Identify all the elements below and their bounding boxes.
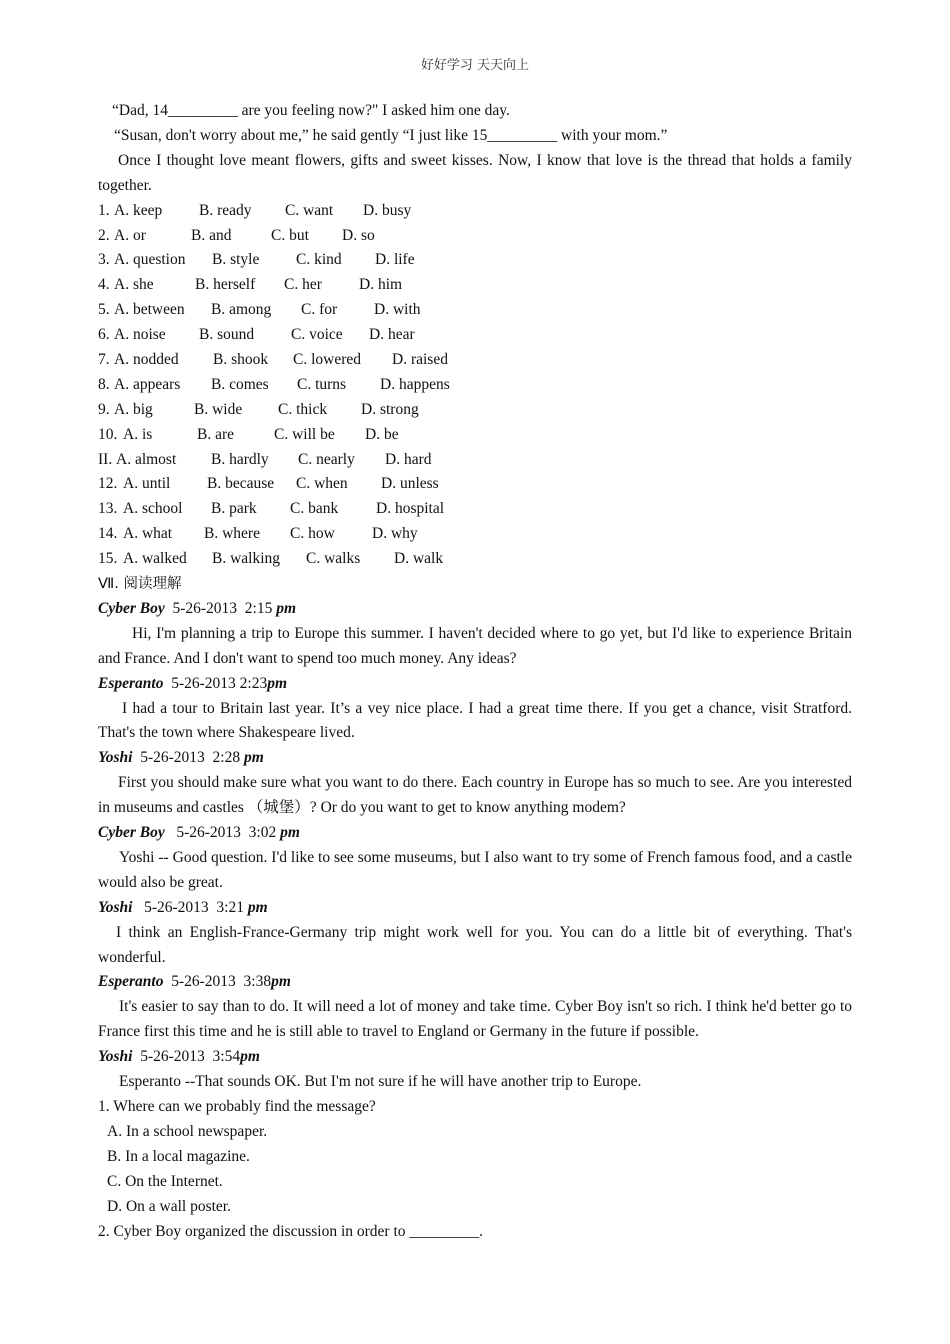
option-d: D. him: [359, 276, 403, 294]
cloze-number: 1.: [98, 201, 110, 219]
question-option: D. On a wall poster.: [107, 1197, 231, 1215]
option-d: D. why: [372, 525, 418, 543]
option-b: B. because: [207, 475, 275, 493]
option-d: D. strong: [361, 400, 419, 418]
option-b: B. park: [211, 500, 257, 518]
option-c: C. kind: [296, 251, 342, 269]
option-a: A. noise: [114, 326, 166, 344]
cloze-option-row: [98, 547, 852, 572]
option-c: C. bank: [290, 500, 339, 518]
post-timestamp: 5-26-2013 2:23: [163, 674, 268, 692]
cloze-option-row: [98, 199, 852, 224]
option-c: C. want: [285, 201, 334, 219]
option-d: D. hard: [385, 450, 432, 468]
post-author: Cyber Boy: [98, 824, 165, 842]
option-d: D. so: [342, 226, 375, 244]
post-time-suffix: pm: [240, 1048, 260, 1066]
cloze-option-row: [98, 497, 852, 522]
option-d: D. hear: [369, 326, 415, 344]
option-d: D. raised: [392, 350, 448, 368]
option-a: A. almost: [116, 450, 177, 468]
option-b: B. walking: [212, 550, 281, 568]
option-d: D. hospital: [376, 500, 445, 518]
post-body: Hi, I'm planning a trip to Europe this summer. I haven't decided where to go yet, but I'd like to experience Britain and France. And I don't want to spend too much money. Any ideas?: [98, 624, 852, 667]
question-option: C. On the Internet.: [107, 1172, 223, 1190]
post-header: [98, 672, 852, 697]
option-a: A. until: [123, 475, 171, 493]
option-a: A. question: [114, 251, 186, 269]
option-c: C. but: [271, 226, 309, 244]
post-time-suffix: pm: [271, 973, 291, 991]
post-timestamp: 5-26-2013 3:38: [163, 973, 272, 991]
post-header: [98, 896, 852, 921]
cloze-option-row: [98, 373, 852, 398]
post-time-suffix: pm: [280, 824, 300, 842]
post-header: [98, 1045, 852, 1070]
document-body: [98, 99, 852, 1244]
question-option: B. In a local magazine.: [107, 1147, 250, 1165]
post-timestamp: 5-26-2013 2:15: [164, 599, 277, 617]
option-c: C. turns: [297, 375, 347, 393]
question-option: A. In a school newspaper.: [107, 1122, 268, 1140]
option-c: C. for: [301, 301, 338, 319]
post-body: Esperanto --That sounds OK. But I'm not sure if he will have another trip to Europe.: [119, 1073, 642, 1091]
option-b: B. style: [212, 251, 260, 269]
cloze-number: 15.: [98, 550, 118, 568]
option-d: D. busy: [363, 201, 412, 219]
cloze-number: 4.: [98, 276, 110, 294]
cloze-number: 7.: [98, 350, 110, 368]
post-author: Esperanto: [98, 674, 164, 692]
option-a: A. nodded: [114, 350, 179, 368]
option-b: B. sound: [199, 326, 255, 344]
option-c: C. thick: [278, 400, 328, 418]
option-a: A. walked: [123, 550, 187, 568]
cloze-number: 6.: [98, 326, 110, 344]
option-d: D. with: [374, 301, 421, 319]
cloze-number: 13.: [98, 500, 118, 518]
cloze-option-row: [98, 248, 852, 273]
post-body: I think an English-France-Germany trip might work well for you. You can do a little bit of everything. That's wonderful.: [98, 923, 852, 966]
cloze-option-row: [98, 522, 852, 547]
option-c: C. nearly: [298, 450, 355, 468]
cloze-number: II.: [98, 450, 113, 468]
post-timestamp: 5-26-2013 3:21: [132, 898, 248, 916]
post-author: Yoshi: [98, 898, 133, 916]
reading-section-title: Ⅶ. 阅读理解: [98, 575, 182, 592]
question-stem: 2. Cyber Boy organized the discussion in order to _________.: [98, 1222, 484, 1240]
post-body: First you should make sure what you want to do there. Each country in Europe has so much to see. Are you interested in museums and castles （城堡）? Or do you want to get to know anything modem?: [98, 774, 852, 817]
option-c: C. her: [284, 276, 322, 294]
option-b: B. comes: [211, 375, 269, 393]
post-header: [98, 821, 852, 846]
option-c: C. when: [296, 475, 348, 493]
post-author: Yoshi: [98, 749, 133, 767]
option-b: B. ready: [199, 201, 252, 219]
reading-questions: [98, 1095, 852, 1244]
option-a: A. appears: [114, 375, 181, 393]
option-d: D. walk: [394, 550, 444, 568]
option-a: A. or: [114, 226, 146, 244]
post-time-suffix: pm: [247, 898, 268, 916]
cloze-number: 2.: [98, 226, 110, 244]
forum-posts: [98, 597, 852, 1095]
cloze-options-list: [98, 199, 852, 572]
intro-paragraph: Once I thought love meant flowers, gifts and sweet kisses. Now, I know that love is the thread that holds a family together.: [98, 151, 852, 194]
post-time-suffix: pm: [276, 599, 297, 617]
option-a: A. between: [114, 301, 185, 319]
option-b: B. shook: [213, 350, 269, 368]
cloze-number: 3.: [98, 251, 110, 269]
intro-line: “Susan, don't worry about me,” he said gently “I just like 15_________ with your mom.”: [114, 126, 668, 144]
page-header: 好好学习 天天向上: [420, 58, 530, 73]
option-b: B. are: [197, 425, 235, 443]
cloze-option-row: [98, 298, 852, 323]
cloze-option-row: [98, 423, 852, 448]
option-c: C. voice: [291, 326, 343, 344]
option-a: A. what: [123, 525, 173, 543]
post-author: Cyber Boy: [98, 599, 165, 617]
post-time-suffix: pm: [267, 674, 288, 692]
cloze-number: 14.: [98, 525, 118, 543]
cloze-number: 8.: [98, 375, 110, 393]
cloze-number: 10.: [98, 425, 118, 443]
cloze-option-row: [98, 472, 852, 497]
cloze-option-row: [98, 398, 852, 423]
post-time-suffix: pm: [243, 749, 264, 767]
option-d: D. life: [375, 251, 415, 269]
option-c: C. how: [290, 525, 335, 543]
cloze-option-row: [98, 323, 852, 348]
cloze-number: 5.: [98, 301, 110, 319]
option-b: B. among: [211, 301, 272, 319]
cloze-option-row: [98, 448, 852, 473]
post-timestamp: 5-26-2013 3:54: [132, 1048, 241, 1066]
option-a: A. she: [114, 276, 154, 294]
post-body: Yoshi -- Good question. I'd like to see some museums, but I also want to try some of French famous food, and a castle would also be great.: [98, 848, 852, 891]
post-body: It's easier to say than to do. It will need a lot of money and take time. Cyber Boy isn't so rich. I think he'd better go to France first this time and he is still able to travel to England or Germany in the future if possible.: [98, 998, 852, 1041]
post-author: Esperanto: [98, 973, 164, 991]
cloze-option-row: [98, 348, 852, 373]
option-b: B. herself: [195, 276, 256, 294]
cloze-option-row: [98, 224, 852, 249]
post-author: Yoshi: [98, 1048, 133, 1066]
cloze-option-row: [98, 273, 852, 298]
option-c: C. walks: [306, 550, 361, 568]
option-c: C. lowered: [293, 350, 362, 368]
post-header: [98, 597, 852, 622]
post-body: I had a tour to Britain last year. It’s a vey nice place. I had a great time there. If you get a chance, visit Stratford. That's the town where Shakespeare lived.: [98, 699, 852, 742]
post-header: [98, 746, 852, 771]
post-timestamp: 5-26-2013 2:28: [132, 749, 244, 767]
option-a: A. keep: [114, 201, 163, 219]
option-b: B. where: [204, 525, 260, 543]
option-d: D. be: [365, 425, 399, 443]
option-a: A. is: [123, 425, 153, 443]
post-header: [98, 970, 852, 995]
intro-line: “Dad, 14_________ are you feeling now?" I asked him one day.: [112, 102, 510, 119]
option-b: B. wide: [194, 400, 243, 418]
option-c: C. will be: [274, 425, 335, 443]
cloze-number: 9.: [98, 400, 110, 418]
option-a: A. school: [123, 500, 183, 518]
option-a: A. big: [114, 400, 153, 418]
option-b: B. hardly: [211, 450, 269, 468]
option-b: B. and: [191, 226, 232, 244]
option-d: D. unless: [381, 475, 439, 493]
cloze-number: 12.: [98, 475, 118, 493]
post-timestamp: 5-26-2013 3:02: [164, 824, 281, 842]
option-d: D. happens: [380, 375, 450, 393]
question-stem: 1. Where can we probably find the message?: [98, 1098, 376, 1116]
